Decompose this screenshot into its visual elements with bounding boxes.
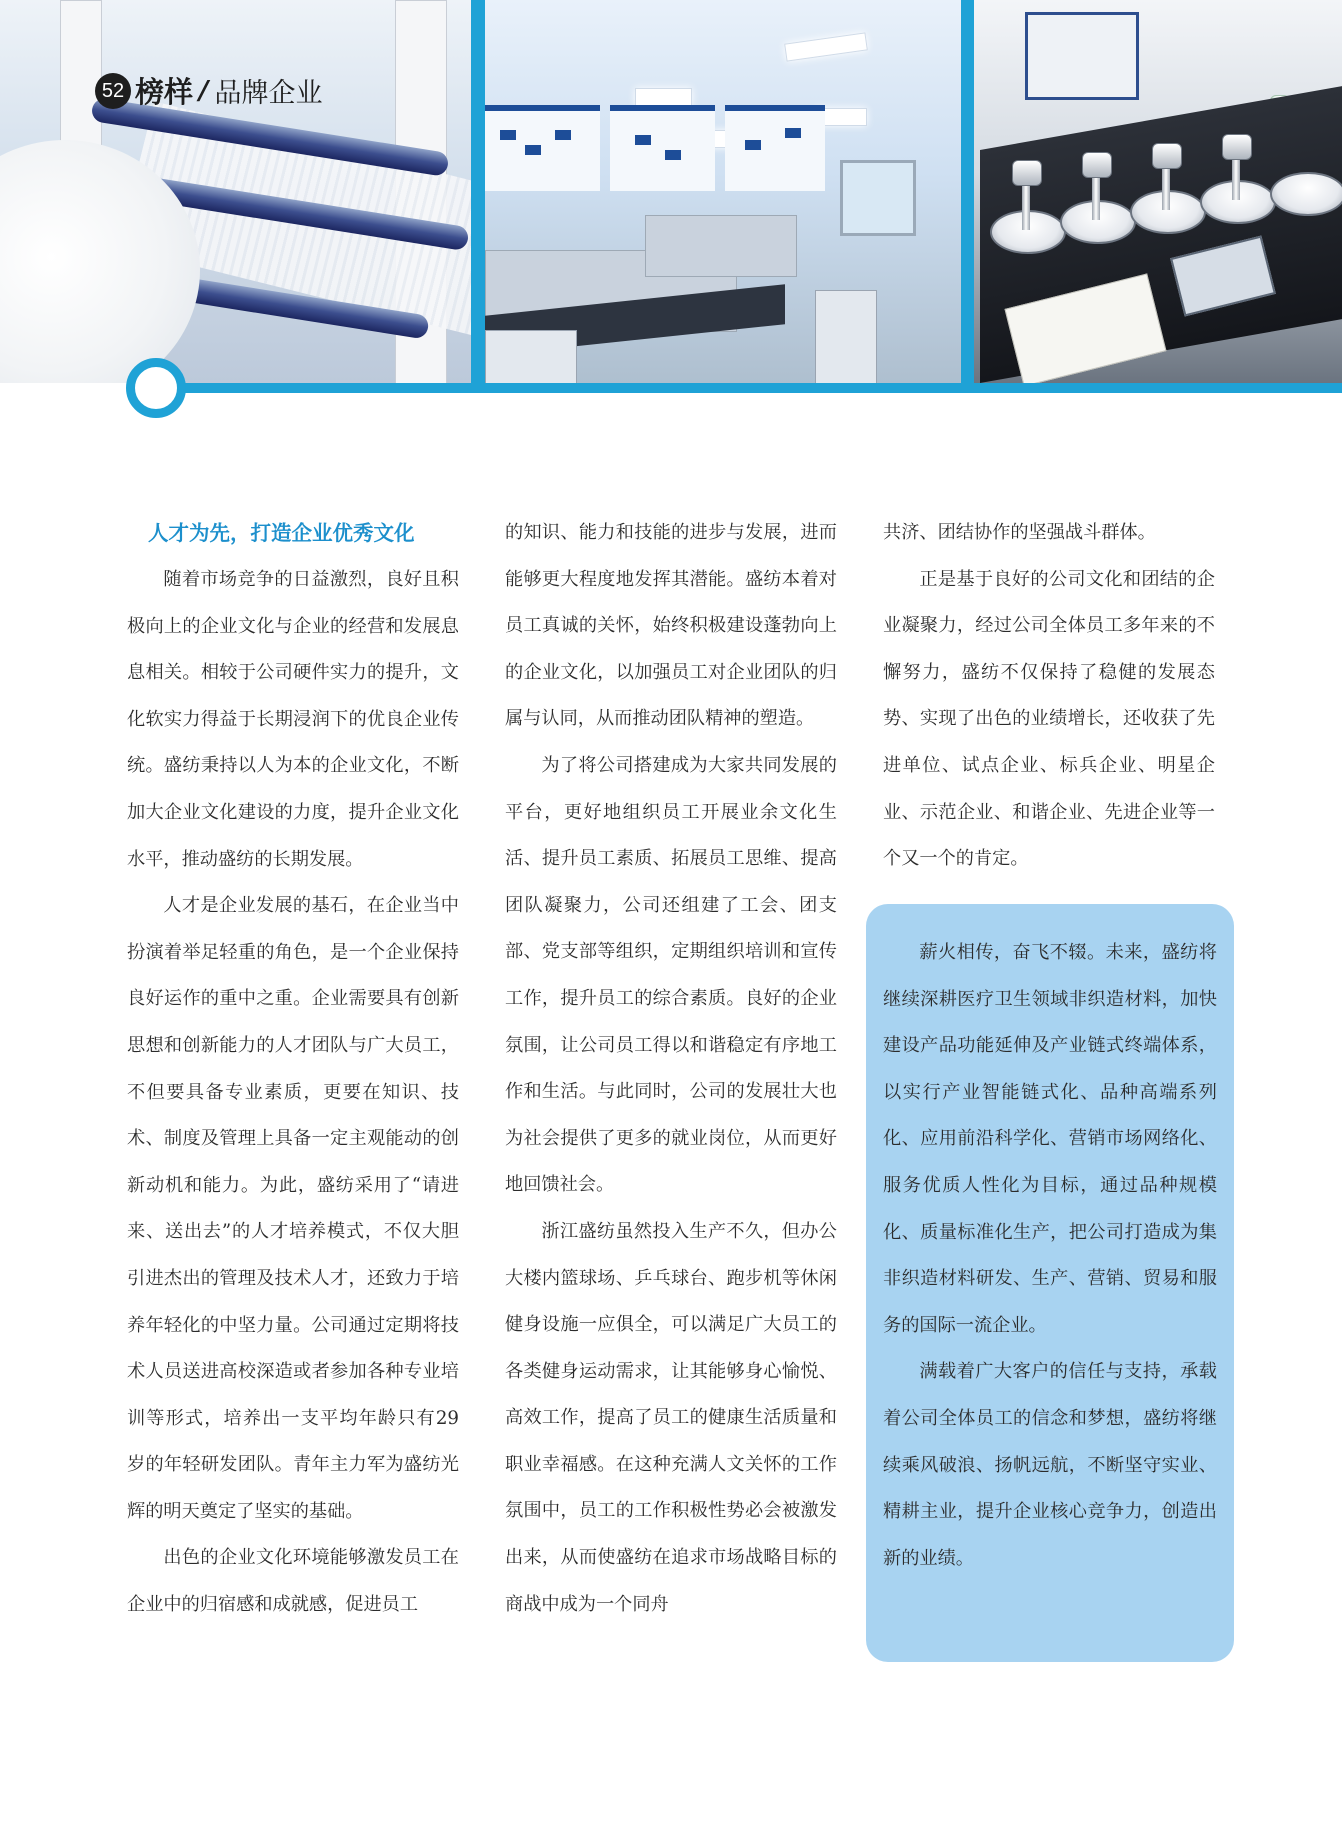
paragraph: 浙江盛纺虽然投入生产不久，但办公大楼内篮球场、乒乓球台、跑步机等休闲健身设施一应俱全，可以满足广大员工的各类健身运动需求，让其能够身心愉悦、高效工作，提高了员工的健康生活质量和职业幸福感。在这种充满人文关怀的工作氛围中，员工的工作积极性势必会被激发出来，从而使盛纺在追求市场战略目标的商战中成为一个同舟 <box>505 1220 837 1615</box>
text-column-3 <box>883 510 1215 883</box>
section-heading: 人才为先，打造企业优秀文化 <box>148 521 415 545</box>
paragraph-continued: 的知识、能力和技能的进步与发展，进而能够更大程度地发挥其潜能。盛纺本着对员工真诚的关怀，始终积极建设蓬勃向上的企业文化，以加强员工对企业团队的归属与认同，从而推动团队精神的塑造。 <box>505 522 837 730</box>
photo-divider <box>471 0 485 383</box>
outlook-box-body <box>883 930 1217 1582</box>
paragraph: 随着市场竞争的日益激烈，良好且积极向上的企业文化与企业的经营和发展息息相关。相较于公司硬件实力的提升，文化软实力得益于长期浸润下的优良企业传统。盛纺秉持以人为本的企业文化，不断加大企业文化建设的力度，提升企业文化水平，推动盛纺的长期发展。 <box>127 569 459 870</box>
paragraph: 正是基于良好的公司文化和团结的企业凝聚力，经过公司全体员工多年来的不懈努力，盛纺不仅保持了稳健的发展态势、实现了出色的业绩增长，还收获了先进单位、试点企业、标兵企业、明星企业、示范企业、和谐企业、先进企业等一个又一个的肯定。 <box>883 568 1215 870</box>
section-name: 榜样 <box>135 75 194 109</box>
photo-banner <box>0 0 1342 392</box>
paragraph: 出色的企业文化环境能够激发员工在企业中的归宿感和成就感，促进员工 <box>127 1547 459 1616</box>
lab-window <box>840 160 916 236</box>
production-line-photo <box>0 0 471 383</box>
wall-certificate-frame <box>1025 12 1139 100</box>
section-separator: / <box>199 75 209 106</box>
text-column-1 <box>127 510 459 1629</box>
page-marker <box>95 70 323 111</box>
paragraph: 满载着广大客户的信任与支持，承载着公司全体员工的信念和梦想，盛纺将继续乘风破浪、扬帆远航，不断坚守实业、精耕主业，提升企业核心竞争力，创造出新的业绩。 <box>883 1361 1217 1569</box>
paragraph: 为了将公司搭建成为大家共同发展的平台，更好地组织员工开展业余文化生活、提升员工素质、拓展员工思维、提高团队凝聚力，公司还组建了工会、团支部、党支部等组织，定期组织培训和宣传工作，提升员工的综合素质。良好的企业氛围，让公司员工得以和谐稳定有序地工作和生活。与此同时，公司的发展壮大也为社会提供了更多的就业岗位，从而更好地回馈社会。 <box>505 754 837 1196</box>
paragraph: 薪火相传，奋飞不辍。未来，盛纺将继续深耕医疗卫生领域非织造材料，加快建设产品功能延伸及产业链式终端体系，以实行产业智能链式化、品种高端系列化、应用前沿科学化、营销市场网络化、服务优质人性化为目标，通过品种规模化、质量标准化生产，把公司打造成为集非织造材料研发、生产、营销、贸易和服务的国际一流企业。 <box>883 942 1217 1336</box>
page-number: 52 <box>95 73 131 109</box>
paragraph: 人才是企业发展的基石，在企业当中扮演着举足轻重的角色，是一个企业保持良好运作的重中之重。企业需要具有创新思想和创新能力的人才团队与广大员工，不但要具备专业素质，更要在知识、技术、制度及管理上具备一定主观能动的创新动机和能力。为此，盛纺采用了“请进来、送出去”的人才培养模式，不仅大胆引进杰出的管理及技术人才，还致力于培养年轻化的中坚力量。公司通过定期将技术人员送进高校深造或者参加各种专业培训等形式，培养出一支平均年龄只有29岁的年轻研发团队。青年主力军为盛纺光辉的明天奠定了坚实的基础。 <box>127 895 459 1522</box>
paragraph-continued: 共济、团结协作的坚强战斗群体。 <box>883 522 1156 543</box>
subsection-name: 品牌企业 <box>214 78 323 109</box>
photo-divider <box>961 0 974 383</box>
accent-rule <box>150 383 1342 393</box>
accent-ring <box>126 358 186 418</box>
text-column-2 <box>505 510 837 1628</box>
outlook-box <box>866 904 1234 1662</box>
